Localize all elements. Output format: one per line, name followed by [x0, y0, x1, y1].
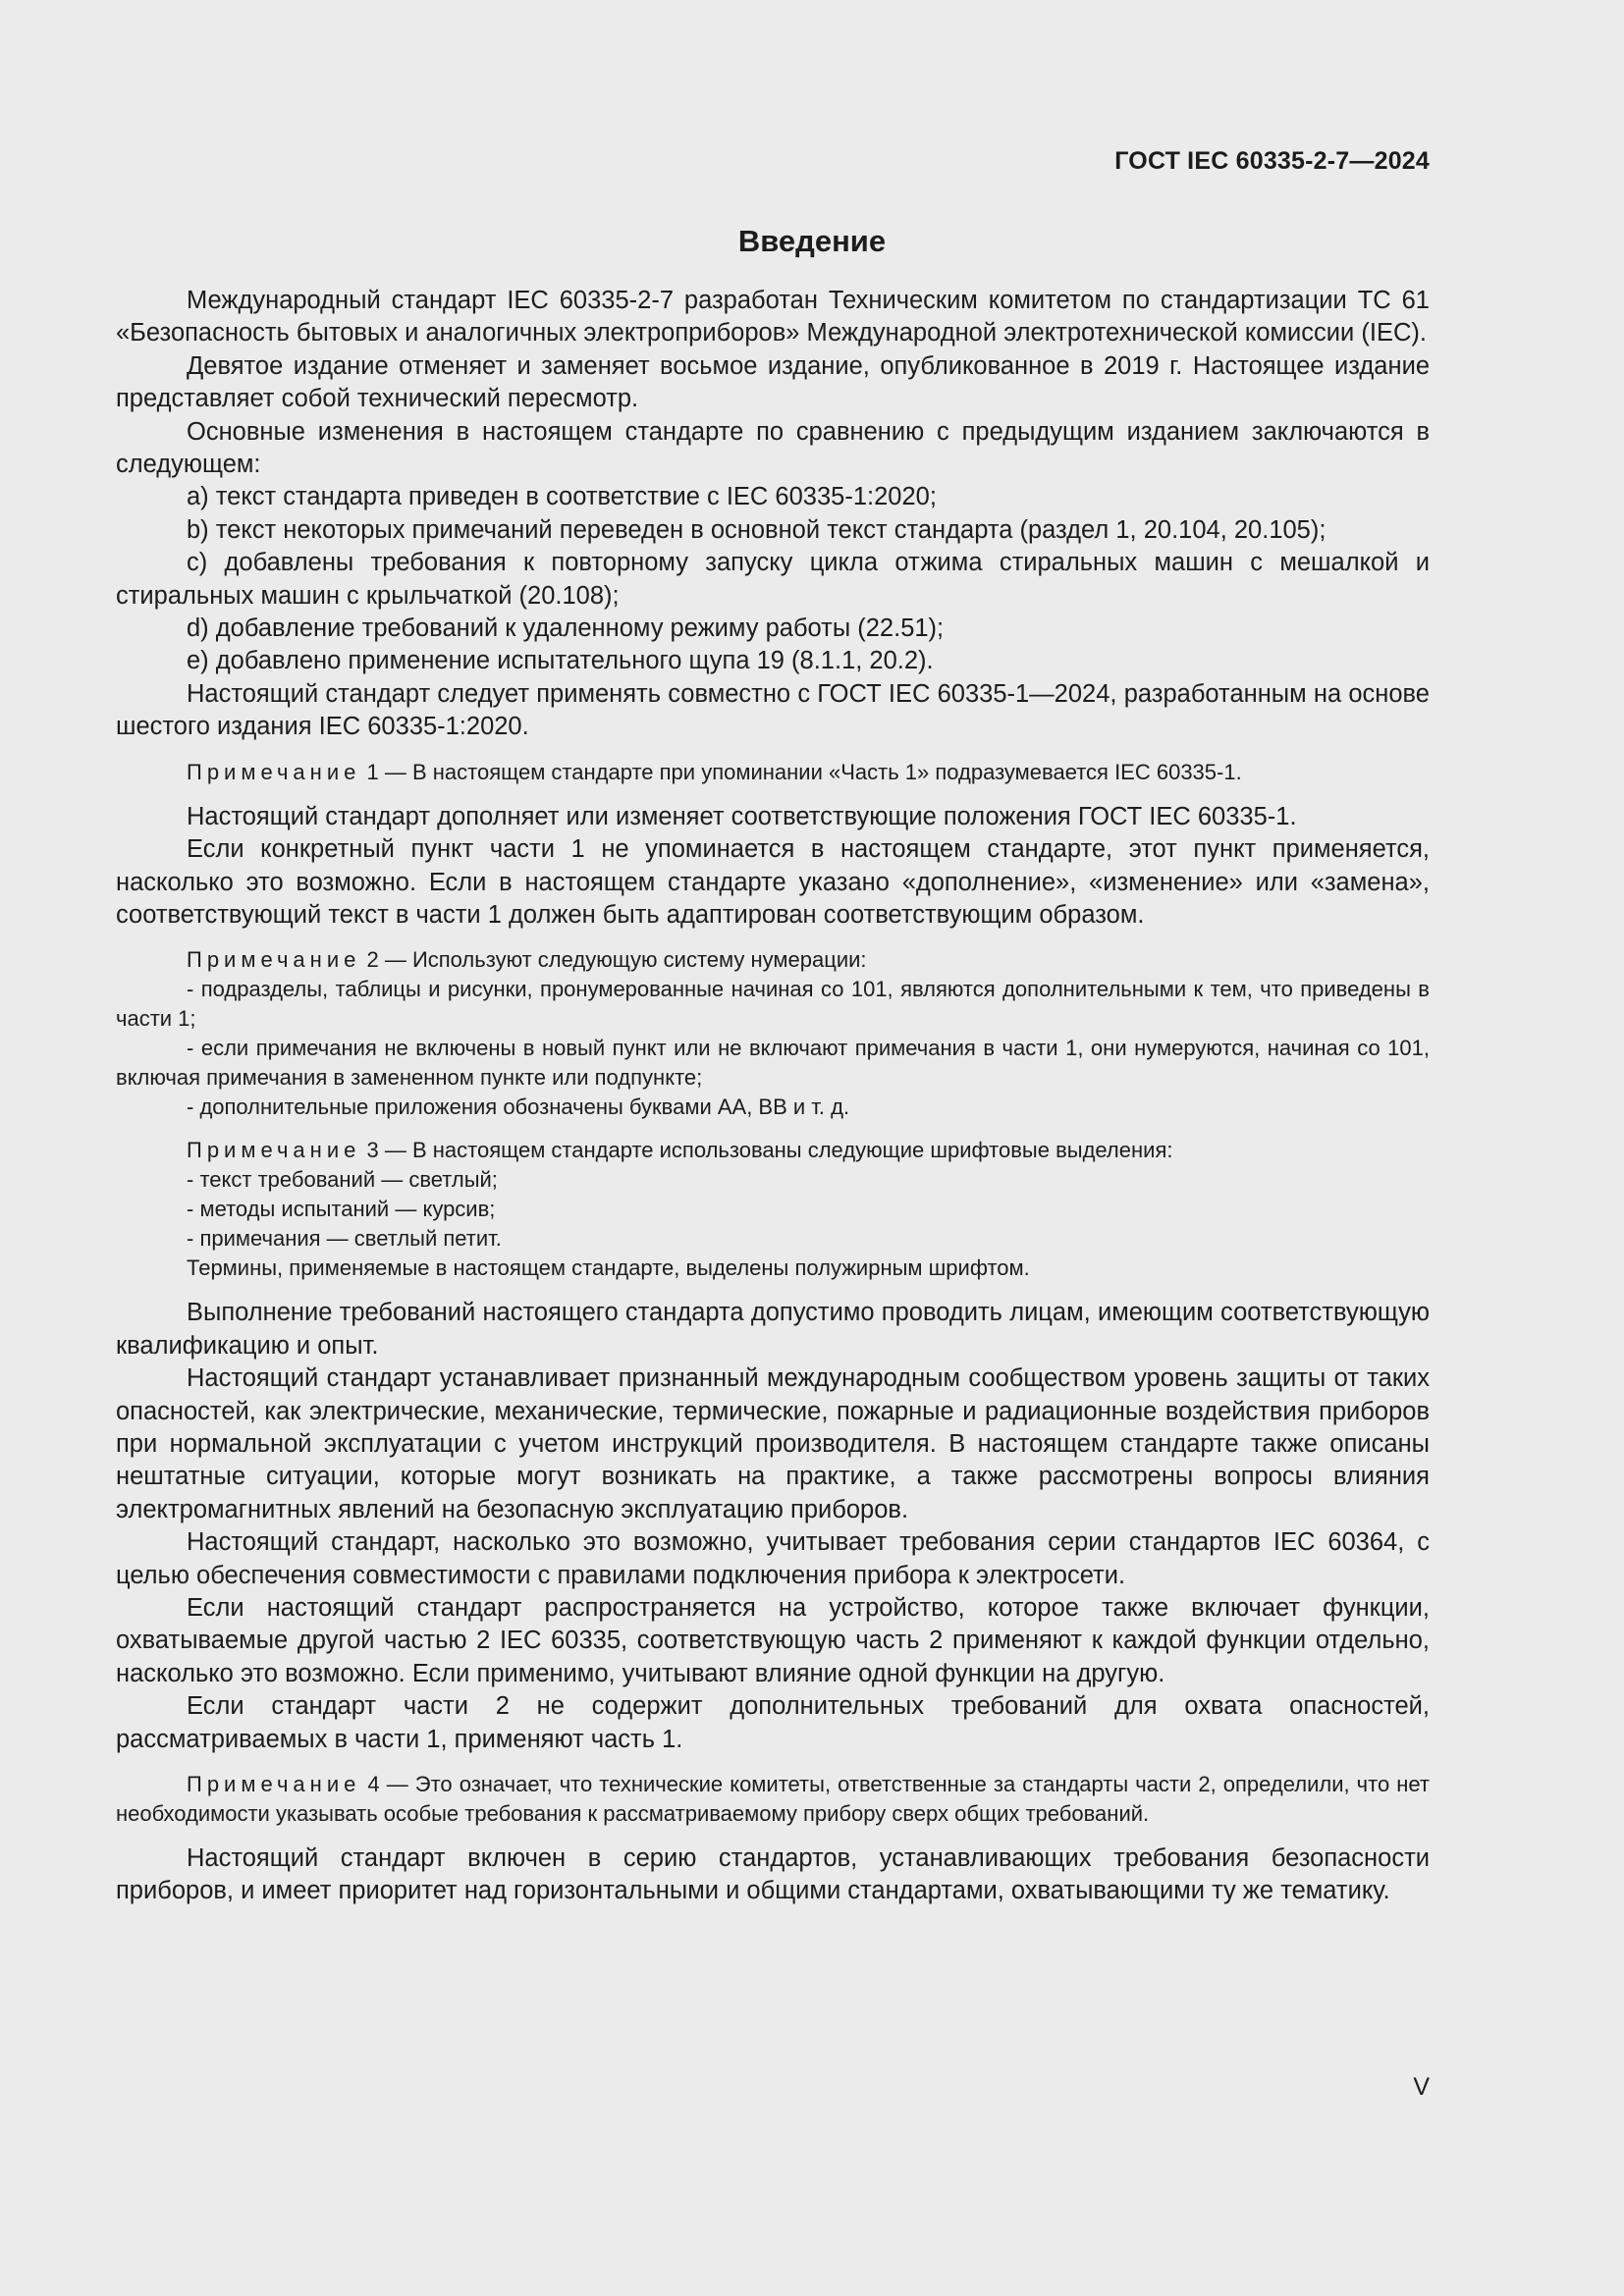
- list-item: e) добавлено применение испытательного щупа 19 (8.1.1, 20.2).: [187, 647, 934, 675]
- document-body: [116, 285, 1430, 1908]
- paragraph: Если стандарт части 2 не содержит дополнительных требований для охвата опасностей, рассматриваемых в части 1, применяют часть 1.: [116, 1692, 1430, 1753]
- note-number: 1: [366, 759, 379, 784]
- note-label: Примечание: [187, 1138, 361, 1163]
- paragraph: Девятое издание отменяет и заменяет восьмое издание, опубликованное в 2019 г. Настоящее издание представляет собой технический пересмотр.: [116, 351, 1430, 413]
- paragraph: Настоящий стандарт следует применять совместно с ГОСТ IEC 60335-1—2024, разработанным на основе шестого издания IEC 60335-1:2020.: [116, 679, 1430, 741]
- paragraph: Настоящий стандарт дополняет или изменяет соответствующие положения ГОСТ IEC 60335-1.: [187, 802, 1297, 830]
- note-text: Термины, применяемые в настоящем стандарте, выделены полужирным шрифтом.: [187, 1255, 1030, 1281]
- list-item: a) текст стандарта приведен в соответствие с IEC 60335-1:2020;: [187, 483, 937, 511]
- note-list-item: - если примечания не включены в новый пункт или не включают примечания в части 1, они нумеруются, начиная со 101, включая примечания в замененном пункте или подпункте;: [116, 1036, 1430, 1091]
- note-text: — Используют следующую систему нумерации:: [384, 947, 867, 973]
- document-header: ГОСТ IEC 60335-2-7—2024: [1114, 147, 1430, 175]
- note-list-item: - подразделы, таблицы и рисунки, пронумерованные начиная со 101, являются дополнительными к тем, что приведены в части 1;: [116, 977, 1430, 1032]
- note-1: [116, 758, 1430, 787]
- note-3: [116, 1136, 1430, 1165]
- note-number: 2: [366, 947, 379, 973]
- note-number: 4: [367, 1772, 380, 1796]
- paragraph: Настоящий стандарт, насколько это возможно, учитывает требования серии стандартов IEC 60364, с целью обеспечения совместимости с правилами подключения прибора к электросети.: [116, 1528, 1430, 1589]
- note-list-item: - примечания — светлый петит.: [187, 1226, 502, 1252]
- note-list-item: - текст требований — светлый;: [187, 1167, 498, 1193]
- note-text: — В настоящем стандарте при упоминании «Часть 1» подразумевается IEC 60335-1.: [384, 759, 1242, 784]
- list-item: c) добавлены требования к повторному запуску цикла отжима стиральных машин с мешалкой и стиральных машин с крыльчаткой (20.108);: [116, 549, 1430, 610]
- note-text: — Это означает, что технические комитеты, ответственные за стандарты части 2, определили, что нет необходимости указывать особые требования к рассматриваемому прибору сверх общих требований.: [116, 1772, 1430, 1826]
- note-label: Примечание: [187, 947, 361, 973]
- note-label: Примечание: [187, 1772, 361, 1796]
- list-item: b) текст некоторых примечаний переведен в основной текст стандарта (раздел 1, 20.104, 20.105);: [187, 515, 1326, 544]
- note-text: — В настоящем стандарте использованы следующие шрифтовые выделения:: [384, 1138, 1173, 1163]
- paragraph: Если конкретный пункт части 1 не упоминается в настоящем стандарте, этот пункт применяется, насколько это возможно. Если в настоящем стандарте указано «дополнение», «изменение» или «замена», соответствующий текст в части 1 должен быть адаптирован соответствующим образом.: [116, 835, 1430, 929]
- list-item: d) добавление требований к удаленному режиму работы (22.51);: [187, 614, 945, 643]
- paragraph: Настоящий стандарт включен в серию стандартов, устанавливающих требования безопасности приборов, и имеет приоритет над горизонтальными и общими стандартами, охватывающими ту же тематику.: [116, 1844, 1430, 1905]
- paragraph: Основные изменения в настоящем стандарте по сравнению с предыдущим изданием заключаются в следующем:: [116, 417, 1430, 479]
- note-list-item: - дополнительные приложения обозначены буквами АА, ВВ и т. д.: [187, 1095, 850, 1120]
- note-list-item: - методы испытаний — курсив;: [187, 1197, 496, 1222]
- note-label: Примечание: [187, 759, 361, 784]
- paragraph: Выполнение требований настоящего стандарта допустимо проводить лицам, имеющим соответствующую квалификацию и опыт.: [116, 1299, 1430, 1360]
- paragraph: Международный стандарт IEC 60335-2-7 разработан Техническим комитетом по стандартизации ТС 61 «Безопасность бытовых и аналогичных электроприборов» Международной электротехнической комиссии (IEC).: [116, 287, 1430, 347]
- page-number: V: [1413, 2073, 1430, 2101]
- note-4: [116, 1770, 1430, 1829]
- section-title: Введение: [737, 224, 887, 258]
- paragraph: Если настоящий стандарт распространяется на устройство, которое также включает функции, охватываемые другой частью 2 IEC 60335, соответствующую часть 2 применяют к каждой функции отдельно, насколько это возможно. Если применимо, учитывают влияние одной функции на другую.: [116, 1593, 1430, 1687]
- paragraph: Настоящий стандарт устанавливает признанный международным сообществом уровень защиты от таких опасностей, как электрические, механические, термические, пожарные и радиационные воздействия приборов при нормальной эксплуатации с учетом инструкций производителя. В настоящем стандарте также описаны нештатные ситуации, которые могут возникать на практике, а также рассмотрены вопросы влияния электромагнитных явлений на безопасную эксплуатацию приборов.: [116, 1364, 1430, 1523]
- note-2: [116, 945, 1430, 975]
- note-number: 3: [366, 1138, 379, 1163]
